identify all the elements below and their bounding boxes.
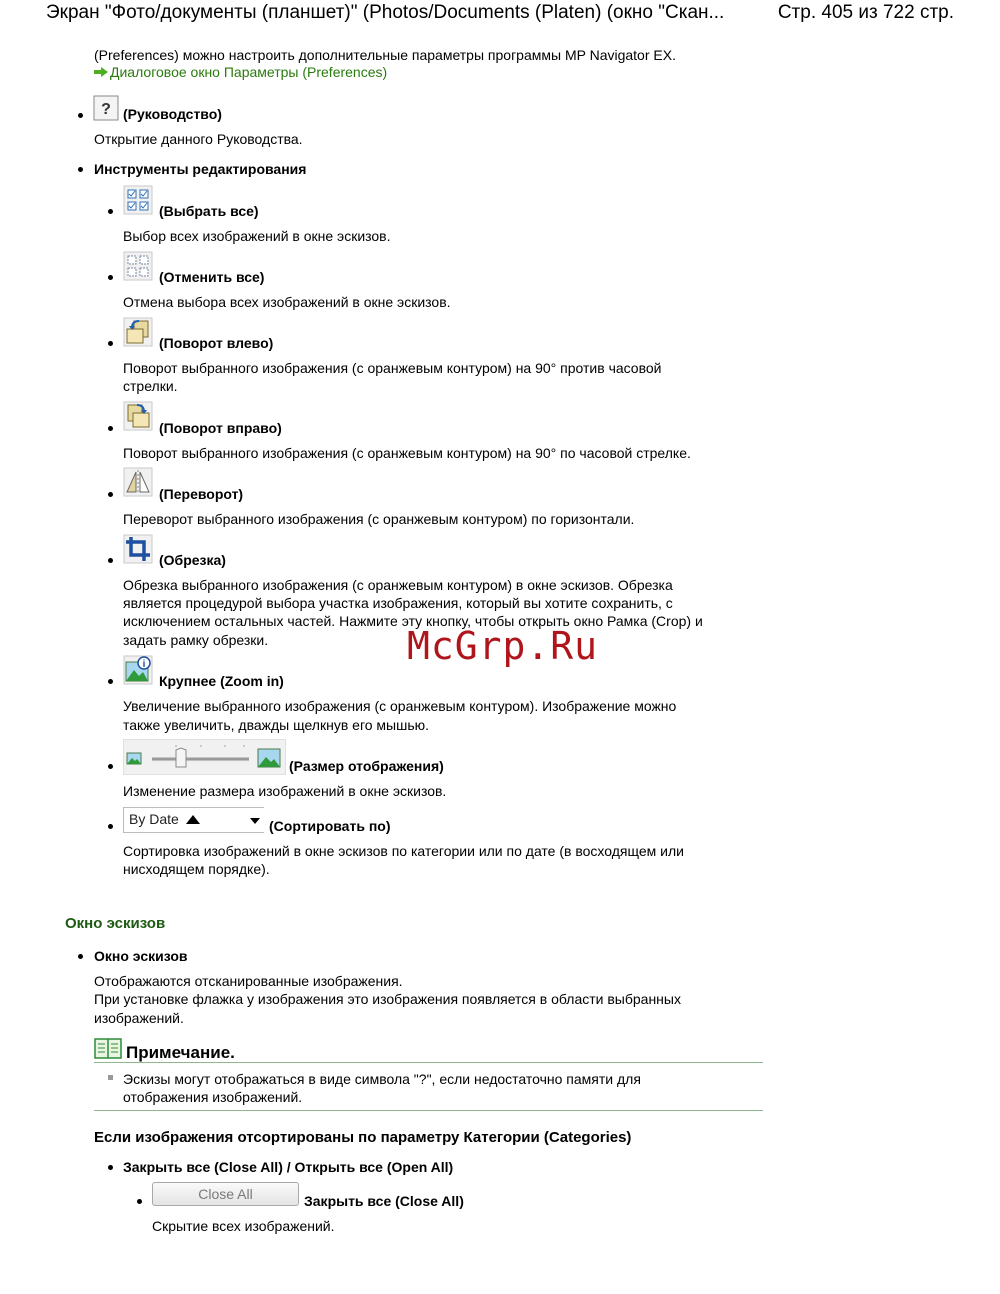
crop-desc-2: является процедурой выбора участка изображения, который вы хотите сохранить, с (123, 595, 673, 611)
display-size-slider-graphic (124, 740, 285, 774)
close-all-button[interactable]: Close All (152, 1182, 299, 1206)
close-all-desc: Скрытие всех изображений. (152, 1218, 335, 1234)
rotate-left-icon[interactable] (123, 317, 153, 347)
note-line-1: Эскизы могут отображаться в виде символа "?", если недостаточно памяти для (123, 1071, 641, 1087)
bullet (108, 492, 113, 497)
thumbnails-section-heading: Окно эскизов (65, 915, 166, 932)
select-all-label: (Выбрать все) (159, 203, 259, 219)
bullet (78, 113, 83, 118)
page-number: Стр. 405 из 722 стр. (777, 2, 954, 23)
thumbnails-desc-3: изображений. (94, 1010, 184, 1026)
rotate-right-desc: Поворот выбранного изображения (с оранжевым контуром) на 90° по часовой стрелке. (123, 445, 691, 461)
bullet (78, 167, 83, 172)
bullet (108, 209, 113, 214)
zoom-in-desc-2: также увеличить, дважды щелкнув его мышью. (123, 717, 430, 733)
crop-desc-4: задать рамку обрезки. (123, 632, 269, 648)
svg-text:?: ? (101, 101, 111, 118)
zoom-in-desc-1: Увеличение выбранного изображения (с оранжевым контуром). Изображение можно (123, 698, 677, 714)
flip-icon[interactable] (123, 467, 153, 497)
crop-desc-3: исключением остальных частей. Нажмите эту кнопку, чтобы открыть окно Рамка (Crop) и (123, 613, 703, 629)
bullet (108, 426, 113, 431)
guide-desc: Открытие данного Руководства. (94, 131, 303, 147)
bullet (108, 764, 113, 769)
guide-label: (Руководство) (123, 106, 222, 122)
note-bottom-divider (94, 1110, 763, 1111)
flip-label: (Переворот) (159, 486, 244, 502)
svg-text:i: i (142, 659, 146, 670)
help-icon[interactable] (93, 95, 119, 121)
sort-ascending-icon[interactable] (186, 815, 200, 824)
select-all-icon[interactable] (123, 185, 153, 215)
sort-by-dropdown[interactable] (123, 807, 264, 833)
crop-icon[interactable] (123, 534, 153, 564)
rotate-left-label: (Поворот влево) (159, 335, 274, 351)
zoom-in-icon[interactable] (123, 655, 153, 685)
thumbnails-desc-1: Отображаются отсканированные изображения. (94, 973, 403, 989)
note-book-icon (94, 1038, 122, 1059)
note-top-divider (94, 1062, 763, 1063)
crop-desc-1: Обрезка выбранного изображения (с оранжевым контуром) в окне эскизов. Обрезка (123, 577, 673, 593)
crop-label: (Обрезка) (159, 552, 226, 568)
rotate-left-desc-2: стрелки. (123, 378, 178, 394)
page-header-title: Экран "Фото/документы (планшет)" (Photos/Documents (Platen) (окно "Скан... (46, 2, 725, 23)
tools-heading: Инструменты редактирования (94, 161, 307, 177)
bullet (108, 679, 113, 684)
chevron-down-icon[interactable] (250, 818, 260, 824)
cancel-all-icon[interactable] (123, 251, 153, 281)
bullet (108, 824, 113, 829)
bullet (78, 954, 83, 959)
rotate-left-desc-1: Поворот выбранного изображения (с оранжевым контуром) на 90° против часовой (123, 360, 662, 376)
sort-by-desc-2: нисходящем порядке). (123, 861, 270, 877)
select-all-desc: Выбор всех изображений в окне эскизов. (123, 228, 391, 244)
flip-desc: Переворот выбранного изображения (с оранжевым контуром) по горизонтали. (123, 511, 635, 527)
bullet (108, 558, 113, 563)
close-all-label: Закрыть все (Close All) (304, 1193, 464, 1209)
sort-by-desc-1: Сортировка изображений в окне эскизов по категории или по дате (в восходящем или (123, 843, 684, 859)
rotate-right-label: (Поворот вправо) (159, 420, 282, 436)
note-line-2: отображения изображений. (123, 1089, 303, 1105)
cancel-all-desc: Отмена выбора всех изображений в окне эскизов. (123, 294, 451, 310)
display-size-desc: Изменение размера изображений в окне эскизов. (123, 783, 447, 799)
rotate-right-icon[interactable] (123, 401, 153, 431)
cancel-all-label: (Отменить все) (159, 269, 265, 285)
preferences-link[interactable] (94, 64, 387, 82)
display-size-slider[interactable] (123, 739, 286, 775)
bullet (108, 1165, 113, 1170)
arrow-right-icon (94, 67, 108, 77)
thumbnails-desc-2: При установке флажка у изображения это изображения появляется в области выбранных (94, 991, 681, 1007)
bullet (108, 341, 113, 346)
bullet (108, 275, 113, 280)
note-bullet (108, 1075, 113, 1080)
sort-by-value: By Date (129, 811, 179, 827)
bullet (137, 1199, 142, 1204)
intro-text: (Preferences) можно настроить дополнительные параметры программы MP Navigator EX. (94, 47, 676, 63)
thumbnails-item-label: Окно эскизов (94, 948, 188, 964)
display-size-label: (Размер отображения) (289, 758, 444, 774)
note-title: Примечание. (126, 1043, 235, 1062)
zoom-in-label: Крупнее (Zoom in) (159, 673, 284, 689)
close-open-all-item: Закрыть все (Close All) / Открыть все (Open All) (123, 1159, 454, 1175)
categories-heading: Если изображения отсортированы по параметру Категории (Categories) (94, 1129, 632, 1146)
sort-by-label: (Сортировать по) (269, 818, 391, 834)
watermark: McGrp.Ru (407, 624, 599, 668)
preferences-link-text[interactable]: Диалоговое окно Параметры (Preferences) (110, 64, 388, 80)
